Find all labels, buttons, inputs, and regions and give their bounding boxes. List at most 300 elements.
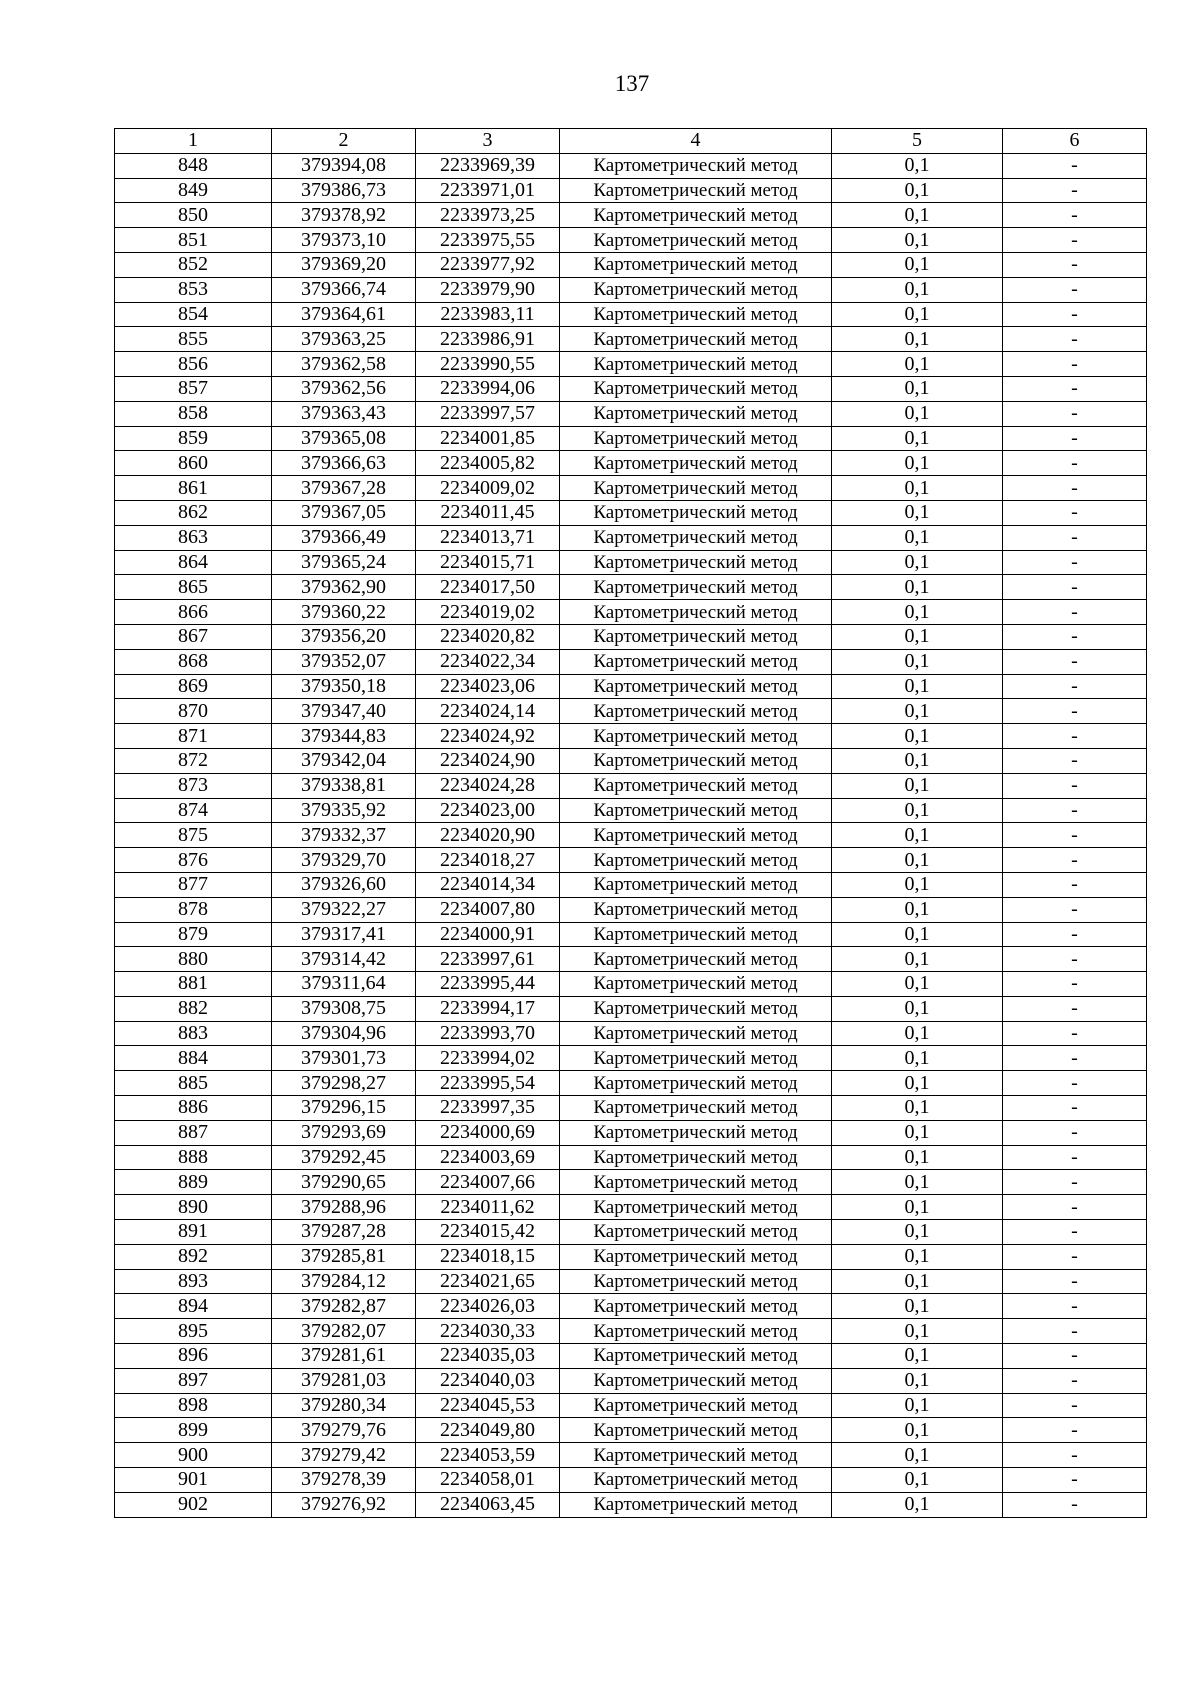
accuracy-cell: 0,1	[832, 1269, 1003, 1294]
table-row	[115, 401, 1147, 426]
accuracy-cell: 0,1	[832, 376, 1003, 401]
point-number-cell: 902	[115, 1492, 272, 1517]
x-coordinate-cell: 379278,39	[272, 1468, 416, 1493]
table-row	[115, 724, 1147, 749]
x-coordinate-cell: 379364,61	[272, 302, 416, 327]
accuracy-cell: 0,1	[832, 848, 1003, 873]
note-cell: -	[1003, 600, 1147, 625]
note-cell: -	[1003, 1468, 1147, 1493]
point-number-cell: 862	[115, 500, 272, 525]
note-cell: -	[1003, 748, 1147, 773]
table-row	[115, 1443, 1147, 1468]
method-cell: Картометрический метод	[560, 178, 832, 203]
point-number-cell: 880	[115, 947, 272, 972]
accuracy-cell: 0,1	[832, 302, 1003, 327]
point-number-cell: 860	[115, 451, 272, 476]
method-cell: Картометрический метод	[560, 1145, 832, 1170]
x-coordinate-cell: 379342,04	[272, 748, 416, 773]
table-row	[115, 649, 1147, 674]
method-cell: Картометрический метод	[560, 1195, 832, 1220]
point-number-cell: 882	[115, 996, 272, 1021]
method-cell: Картометрический метод	[560, 872, 832, 897]
table-row	[115, 500, 1147, 525]
y-coordinate-cell: 2234023,06	[416, 674, 560, 699]
accuracy-cell: 0,1	[832, 1443, 1003, 1468]
accuracy-cell: 0,1	[832, 972, 1003, 997]
y-coordinate-cell: 2234015,42	[416, 1220, 560, 1245]
note-cell: -	[1003, 1344, 1147, 1369]
x-coordinate-cell: 379366,74	[272, 277, 416, 302]
point-number-cell: 863	[115, 525, 272, 550]
accuracy-cell: 0,1	[832, 1418, 1003, 1443]
note-cell: -	[1003, 1269, 1147, 1294]
note-cell: -	[1003, 1145, 1147, 1170]
x-coordinate-cell: 379281,03	[272, 1368, 416, 1393]
method-cell: Картометрический метод	[560, 500, 832, 525]
page-number: 137	[614, 71, 650, 96]
x-coordinate-cell: 379363,25	[272, 327, 416, 352]
method-cell: Картометрический метод	[560, 624, 832, 649]
table-row	[115, 972, 1147, 997]
method-cell: Картометрический метод	[560, 1492, 832, 1517]
accuracy-cell: 0,1	[832, 1071, 1003, 1096]
accuracy-cell: 0,1	[832, 1344, 1003, 1369]
y-coordinate-cell: 2234035,03	[416, 1344, 560, 1369]
x-coordinate-cell: 379279,42	[272, 1443, 416, 1468]
method-cell: Картометрический метод	[560, 451, 832, 476]
table-row	[115, 922, 1147, 947]
table-row	[115, 1096, 1147, 1121]
table-row	[115, 1492, 1147, 1517]
y-coordinate-cell: 2234007,66	[416, 1170, 560, 1195]
x-coordinate-cell: 379326,60	[272, 872, 416, 897]
y-coordinate-cell: 2234000,69	[416, 1120, 560, 1145]
table-row	[115, 1244, 1147, 1269]
x-coordinate-cell: 379296,15	[272, 1096, 416, 1121]
y-coordinate-cell: 2234058,01	[416, 1468, 560, 1493]
table-row	[115, 1120, 1147, 1145]
note-cell: -	[1003, 699, 1147, 724]
point-number-cell: 898	[115, 1393, 272, 1418]
note-cell: -	[1003, 500, 1147, 525]
note-cell: -	[1003, 773, 1147, 798]
x-coordinate-cell: 379304,96	[272, 1021, 416, 1046]
table-row	[115, 550, 1147, 575]
method-cell: Картометрический метод	[560, 252, 832, 277]
point-number-cell: 871	[115, 724, 272, 749]
method-cell: Картометрический метод	[560, 376, 832, 401]
accuracy-cell: 0,1	[832, 252, 1003, 277]
accuracy-cell: 0,1	[832, 1021, 1003, 1046]
method-cell: Картометрический метод	[560, 1244, 832, 1269]
point-number-cell: 890	[115, 1195, 272, 1220]
point-number-cell: 868	[115, 649, 272, 674]
table-row	[115, 798, 1147, 823]
method-cell: Картометрический метод	[560, 476, 832, 501]
accuracy-cell: 0,1	[832, 426, 1003, 451]
table-row	[115, 1071, 1147, 1096]
x-coordinate-cell: 379287,28	[272, 1220, 416, 1245]
table-row	[115, 947, 1147, 972]
method-cell: Картометрический метод	[560, 848, 832, 873]
point-number-cell: 853	[115, 277, 272, 302]
note-cell: -	[1003, 1195, 1147, 1220]
x-coordinate-cell: 379378,92	[272, 203, 416, 228]
x-coordinate-cell: 379298,27	[272, 1071, 416, 1096]
note-cell: -	[1003, 228, 1147, 253]
table-row	[115, 848, 1147, 873]
table-row	[115, 1368, 1147, 1393]
point-number-cell: 879	[115, 922, 272, 947]
table-row	[115, 1195, 1147, 1220]
y-coordinate-cell: 2233995,44	[416, 972, 560, 997]
x-coordinate-cell: 379280,34	[272, 1393, 416, 1418]
note-cell: -	[1003, 674, 1147, 699]
x-coordinate-cell: 379373,10	[272, 228, 416, 253]
accuracy-cell: 0,1	[832, 1468, 1003, 1493]
point-number-cell: 859	[115, 426, 272, 451]
point-number-cell: 856	[115, 352, 272, 377]
method-cell: Картометрический метод	[560, 748, 832, 773]
table-row	[115, 872, 1147, 897]
y-coordinate-cell: 2234018,15	[416, 1244, 560, 1269]
x-coordinate-cell: 379366,63	[272, 451, 416, 476]
table-row	[115, 476, 1147, 501]
point-number-cell: 888	[115, 1145, 272, 1170]
method-cell: Картометрический метод	[560, 1468, 832, 1493]
accuracy-cell: 0,1	[832, 823, 1003, 848]
table-row	[115, 277, 1147, 302]
point-number-cell: 892	[115, 1244, 272, 1269]
note-cell: -	[1003, 996, 1147, 1021]
point-number-cell: 872	[115, 748, 272, 773]
point-number-cell: 891	[115, 1220, 272, 1245]
x-coordinate-cell: 379344,83	[272, 724, 416, 749]
y-coordinate-cell: 2233986,91	[416, 327, 560, 352]
accuracy-cell: 0,1	[832, 525, 1003, 550]
point-number-cell: 885	[115, 1071, 272, 1096]
table-row	[115, 996, 1147, 1021]
accuracy-cell: 0,1	[832, 401, 1003, 426]
table-row	[115, 228, 1147, 253]
y-coordinate-cell: 2233995,54	[416, 1071, 560, 1096]
x-coordinate-cell: 379290,65	[272, 1170, 416, 1195]
table-row	[115, 823, 1147, 848]
point-number-cell: 865	[115, 575, 272, 600]
point-number-cell: 869	[115, 674, 272, 699]
note-cell: -	[1003, 1220, 1147, 1245]
note-cell: -	[1003, 352, 1147, 377]
note-cell: -	[1003, 178, 1147, 203]
note-cell: -	[1003, 277, 1147, 302]
note-cell: -	[1003, 897, 1147, 922]
method-cell: Картометрический метод	[560, 302, 832, 327]
y-coordinate-cell: 2233983,11	[416, 302, 560, 327]
method-cell: Картометрический метод	[560, 352, 832, 377]
table-row	[115, 897, 1147, 922]
method-cell: Картометрический метод	[560, 724, 832, 749]
table-row	[115, 674, 1147, 699]
y-coordinate-cell: 2234021,65	[416, 1269, 560, 1294]
accuracy-cell: 0,1	[832, 1220, 1003, 1245]
coordinates-table	[114, 128, 1147, 1518]
x-coordinate-cell: 379279,76	[272, 1418, 416, 1443]
table-row	[115, 302, 1147, 327]
point-number-cell: 901	[115, 1468, 272, 1493]
point-number-cell: 887	[115, 1120, 272, 1145]
point-number-cell: 876	[115, 848, 272, 873]
column-header: 6	[1003, 129, 1147, 154]
note-cell: -	[1003, 1244, 1147, 1269]
y-coordinate-cell: 2234063,45	[416, 1492, 560, 1517]
accuracy-cell: 0,1	[832, 277, 1003, 302]
accuracy-cell: 0,1	[832, 798, 1003, 823]
point-number-cell: 855	[115, 327, 272, 352]
note-cell: -	[1003, 922, 1147, 947]
point-number-cell: 878	[115, 897, 272, 922]
accuracy-cell: 0,1	[832, 1046, 1003, 1071]
method-cell: Картометрический метод	[560, 525, 832, 550]
table-row	[115, 1269, 1147, 1294]
y-coordinate-cell: 2233990,55	[416, 352, 560, 377]
table-row	[115, 203, 1147, 228]
y-coordinate-cell: 2234040,03	[416, 1368, 560, 1393]
y-coordinate-cell: 2234011,45	[416, 500, 560, 525]
method-cell: Картометрический метод	[560, 972, 832, 997]
method-cell: Картометрический метод	[560, 1071, 832, 1096]
x-coordinate-cell: 379284,12	[272, 1269, 416, 1294]
point-number-cell: 850	[115, 203, 272, 228]
point-number-cell: 886	[115, 1096, 272, 1121]
point-number-cell: 848	[115, 153, 272, 178]
method-cell: Картометрический метод	[560, 1170, 832, 1195]
note-cell: -	[1003, 1021, 1147, 1046]
x-coordinate-cell: 379356,20	[272, 624, 416, 649]
point-number-cell: 893	[115, 1269, 272, 1294]
note-cell: -	[1003, 376, 1147, 401]
method-cell: Картометрический метод	[560, 1393, 832, 1418]
x-coordinate-cell: 379347,40	[272, 699, 416, 724]
note-cell: -	[1003, 203, 1147, 228]
method-cell: Картометрический метод	[560, 699, 832, 724]
note-cell: -	[1003, 153, 1147, 178]
column-header: 3	[416, 129, 560, 154]
y-coordinate-cell: 2234000,91	[416, 922, 560, 947]
note-cell: -	[1003, 947, 1147, 972]
x-coordinate-cell: 379329,70	[272, 848, 416, 873]
point-number-cell: 899	[115, 1418, 272, 1443]
x-coordinate-cell: 379308,75	[272, 996, 416, 1021]
method-cell: Картометрический метод	[560, 1418, 832, 1443]
y-coordinate-cell: 2233997,61	[416, 947, 560, 972]
accuracy-cell: 0,1	[832, 352, 1003, 377]
point-number-cell: 875	[115, 823, 272, 848]
method-cell: Картометрический метод	[560, 674, 832, 699]
x-coordinate-cell: 379288,96	[272, 1195, 416, 1220]
point-number-cell: 894	[115, 1294, 272, 1319]
note-cell: -	[1003, 252, 1147, 277]
note-cell: -	[1003, 1492, 1147, 1517]
table-row	[115, 1344, 1147, 1369]
method-cell: Картометрический метод	[560, 1021, 832, 1046]
note-cell: -	[1003, 1120, 1147, 1145]
y-coordinate-cell: 2234001,85	[416, 426, 560, 451]
method-cell: Картометрический метод	[560, 153, 832, 178]
y-coordinate-cell: 2234007,80	[416, 897, 560, 922]
accuracy-cell: 0,1	[832, 922, 1003, 947]
point-number-cell: 883	[115, 1021, 272, 1046]
point-number-cell: 861	[115, 476, 272, 501]
accuracy-cell: 0,1	[832, 500, 1003, 525]
accuracy-cell: 0,1	[832, 1319, 1003, 1344]
x-coordinate-cell: 379362,90	[272, 575, 416, 600]
y-coordinate-cell: 2234053,59	[416, 1443, 560, 1468]
x-coordinate-cell: 379367,05	[272, 500, 416, 525]
table-row	[115, 1145, 1147, 1170]
accuracy-cell: 0,1	[832, 624, 1003, 649]
accuracy-cell: 0,1	[832, 1294, 1003, 1319]
table-row	[115, 1046, 1147, 1071]
column-header: 5	[832, 129, 1003, 154]
accuracy-cell: 0,1	[832, 947, 1003, 972]
method-cell: Картометрический метод	[560, 1368, 832, 1393]
note-cell: -	[1003, 1418, 1147, 1443]
x-coordinate-cell: 379360,22	[272, 600, 416, 625]
x-coordinate-cell: 379314,42	[272, 947, 416, 972]
x-coordinate-cell: 379292,45	[272, 1145, 416, 1170]
x-coordinate-cell: 379282,07	[272, 1319, 416, 1344]
x-coordinate-cell: 379282,87	[272, 1294, 416, 1319]
y-coordinate-cell: 2234024,92	[416, 724, 560, 749]
accuracy-cell: 0,1	[832, 1368, 1003, 1393]
table-header-row	[115, 129, 1147, 154]
method-cell: Картометрический метод	[560, 922, 832, 947]
accuracy-cell: 0,1	[832, 699, 1003, 724]
point-number-cell: 884	[115, 1046, 272, 1071]
y-coordinate-cell: 2234005,82	[416, 451, 560, 476]
accuracy-cell: 0,1	[832, 327, 1003, 352]
note-cell: -	[1003, 1443, 1147, 1468]
table-row	[115, 748, 1147, 773]
y-coordinate-cell: 2233975,55	[416, 228, 560, 253]
method-cell: Картометрический метод	[560, 897, 832, 922]
table-row	[115, 376, 1147, 401]
x-coordinate-cell: 379365,24	[272, 550, 416, 575]
accuracy-cell: 0,1	[832, 153, 1003, 178]
method-cell: Картометрический метод	[560, 1269, 832, 1294]
y-coordinate-cell: 2234017,50	[416, 575, 560, 600]
note-cell: -	[1003, 1393, 1147, 1418]
y-coordinate-cell: 2233969,39	[416, 153, 560, 178]
method-cell: Картометрический метод	[560, 550, 832, 575]
method-cell: Картометрический метод	[560, 1344, 832, 1369]
table-row	[115, 178, 1147, 203]
table-row	[115, 1319, 1147, 1344]
y-coordinate-cell: 2234020,82	[416, 624, 560, 649]
table-row	[115, 624, 1147, 649]
table-body	[115, 129, 1147, 1518]
method-cell: Картометрический метод	[560, 823, 832, 848]
accuracy-cell: 0,1	[832, 1195, 1003, 1220]
point-number-cell: 897	[115, 1368, 272, 1393]
table-row	[115, 1021, 1147, 1046]
y-coordinate-cell: 2233993,70	[416, 1021, 560, 1046]
table-row	[115, 575, 1147, 600]
method-cell: Картометрический метод	[560, 649, 832, 674]
x-coordinate-cell: 379293,69	[272, 1120, 416, 1145]
accuracy-cell: 0,1	[832, 451, 1003, 476]
x-coordinate-cell: 379362,58	[272, 352, 416, 377]
point-number-cell: 867	[115, 624, 272, 649]
accuracy-cell: 0,1	[832, 600, 1003, 625]
accuracy-cell: 0,1	[832, 203, 1003, 228]
point-number-cell: 864	[115, 550, 272, 575]
accuracy-cell: 0,1	[832, 748, 1003, 773]
y-coordinate-cell: 2234013,71	[416, 525, 560, 550]
accuracy-cell: 0,1	[832, 773, 1003, 798]
y-coordinate-cell: 2233979,90	[416, 277, 560, 302]
accuracy-cell: 0,1	[832, 1096, 1003, 1121]
note-cell: -	[1003, 476, 1147, 501]
note-cell: -	[1003, 823, 1147, 848]
note-cell: -	[1003, 327, 1147, 352]
method-cell: Картометрический метод	[560, 947, 832, 972]
method-cell: Картометрический метод	[560, 277, 832, 302]
y-coordinate-cell: 2233977,92	[416, 252, 560, 277]
x-coordinate-cell: 379394,08	[272, 153, 416, 178]
x-coordinate-cell: 379317,41	[272, 922, 416, 947]
point-number-cell: 870	[115, 699, 272, 724]
method-cell: Картометрический метод	[560, 1443, 832, 1468]
note-cell: -	[1003, 426, 1147, 451]
method-cell: Картометрический метод	[560, 1319, 832, 1344]
table-row	[115, 600, 1147, 625]
method-cell: Картометрический метод	[560, 228, 832, 253]
method-cell: Картометрический метод	[560, 773, 832, 798]
y-coordinate-cell: 2234024,14	[416, 699, 560, 724]
y-coordinate-cell: 2234018,27	[416, 848, 560, 873]
table-row	[115, 252, 1147, 277]
point-number-cell: 858	[115, 401, 272, 426]
method-cell: Картометрический метод	[560, 426, 832, 451]
table-row	[115, 1294, 1147, 1319]
note-cell: -	[1003, 575, 1147, 600]
accuracy-cell: 0,1	[832, 178, 1003, 203]
table-row	[115, 153, 1147, 178]
y-coordinate-cell: 2234014,34	[416, 872, 560, 897]
y-coordinate-cell: 2234019,02	[416, 600, 560, 625]
y-coordinate-cell: 2234022,34	[416, 649, 560, 674]
column-header: 4	[560, 129, 832, 154]
method-cell: Картометрический метод	[560, 203, 832, 228]
accuracy-cell: 0,1	[832, 1244, 1003, 1269]
x-coordinate-cell: 379362,56	[272, 376, 416, 401]
y-coordinate-cell: 2234003,69	[416, 1145, 560, 1170]
note-cell: -	[1003, 649, 1147, 674]
y-coordinate-cell: 2234024,90	[416, 748, 560, 773]
column-header: 1	[115, 129, 272, 154]
x-coordinate-cell: 379363,43	[272, 401, 416, 426]
note-cell: -	[1003, 1319, 1147, 1344]
y-coordinate-cell: 2234045,53	[416, 1393, 560, 1418]
accuracy-cell: 0,1	[832, 724, 1003, 749]
table-row	[115, 773, 1147, 798]
point-number-cell: 889	[115, 1170, 272, 1195]
point-number-cell: 854	[115, 302, 272, 327]
x-coordinate-cell: 379338,81	[272, 773, 416, 798]
x-coordinate-cell: 379285,81	[272, 1244, 416, 1269]
note-cell: -	[1003, 972, 1147, 997]
